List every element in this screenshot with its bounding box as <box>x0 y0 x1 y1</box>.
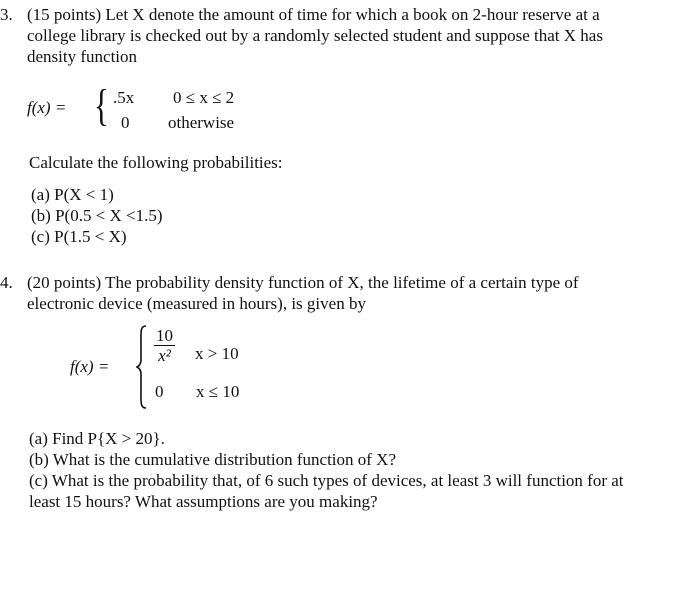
problem-3-left-brace: { <box>94 81 109 130</box>
problem-4-parts <box>29 428 624 512</box>
problem-3-number: 3. <box>0 5 13 24</box>
problem-4-fx-label: f(x) = <box>70 357 110 376</box>
problem-3-part-c: (c) P(1.5 < X) <box>31 227 127 246</box>
problem-3-case2-value: 0 <box>121 113 130 132</box>
problem-4-number: 4. <box>0 273 13 292</box>
problem-3-statement <box>27 4 603 67</box>
problem-4-case2-domain: x ≤ 10 <box>196 382 240 401</box>
problem-3-part-b: (b) P(0.5 < X <1.5) <box>31 206 163 225</box>
problem-4-fraction <box>154 326 175 365</box>
problem-4-case2-value: 0 <box>155 382 164 401</box>
problem-3-line-2: college library is checked out by a randomly selected student and suppose that X has <box>27 26 603 45</box>
problem-4-fraction-denominator: x² <box>158 346 171 365</box>
problem-3-case2-domain: otherwise <box>168 113 235 132</box>
problem-4-statement <box>27 272 579 314</box>
problem-4-part-a: (a) Find P{X > 20}. <box>29 429 165 448</box>
problem-3-parts <box>31 184 163 247</box>
problem-4-part-c: (c) What is the probability that, of 6 such types of devices, at least 3 will function for at <box>29 471 624 490</box>
problem-3-case1-value: .5x <box>113 88 135 107</box>
problem-3-part-a: (a) P(X < 1) <box>31 185 114 204</box>
problem-4-case1-domain: x > 10 <box>195 344 239 363</box>
problem-3-fx-label: f(x) = <box>27 98 67 117</box>
problem-4-part-c-cont: least 15 hours? What assumptions are you making? <box>29 492 378 511</box>
problem-4-line-1: (20 points) The probability density function of X, the lifetime of a certain type of <box>27 273 579 292</box>
problem-3-calc-prompt: Calculate the following probabilities: <box>29 153 283 172</box>
problem-4-fraction-numerator: 10 <box>156 326 173 345</box>
problem-4-part-b: (b) What is the cumulative distribution function of X? <box>29 450 396 469</box>
problem-3-line-1: (15 points) Let X denote the amount of time for which a book on 2-hour reserve at a <box>27 5 600 24</box>
problem-4-line-2: electronic device (measured in hours), is given by <box>27 294 366 313</box>
problem-3-line-3: density function <box>27 47 138 66</box>
problem-3-case1-domain: 0 ≤ x ≤ 2 <box>173 88 235 107</box>
problem-4-left-brace <box>136 324 148 410</box>
